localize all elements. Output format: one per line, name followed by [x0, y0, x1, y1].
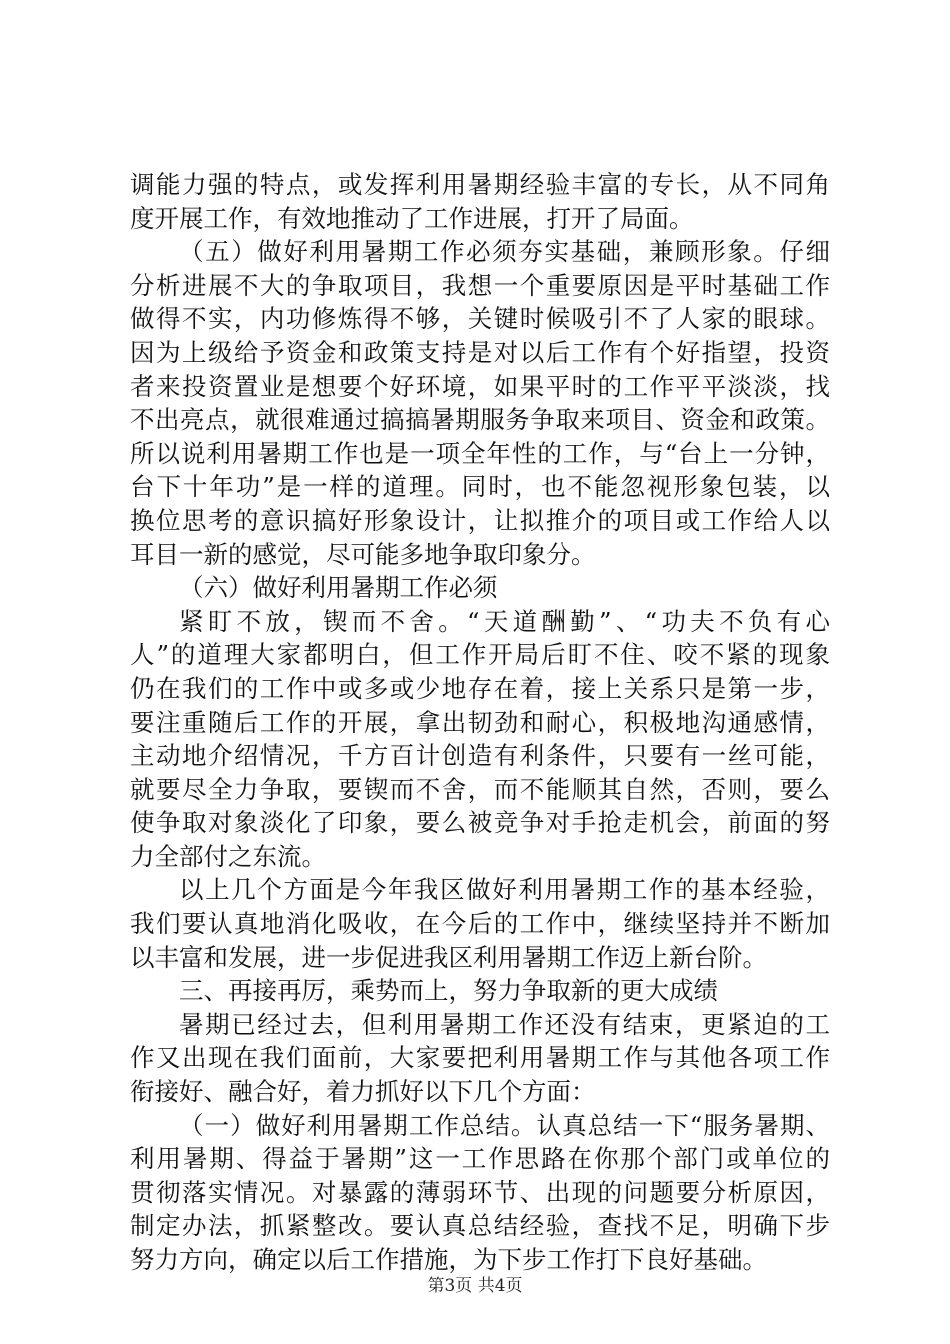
- text-line: 制定办法，抓紧整改。要认真总结经验，查找不足，明确下步: [130, 1211, 830, 1241]
- text-line: 贯彻落实情况。对暴露的薄弱环节、出现的问题要分析原因，: [130, 1177, 830, 1207]
- section-heading: （六）做好利用暑期工作必须: [179, 573, 498, 603]
- section-heading: 三、再接再厉，乘势而上，努力争取新的更大成绩: [179, 976, 718, 1006]
- text-line: 不出亮点，就很难通过搞搞暑期服务争取来项目、资金和政策。: [130, 405, 830, 435]
- text-line: 使争取对象淡化了印象，要么被竞争对手抢走机会，前面的努: [130, 808, 830, 838]
- text-line: （一）做好利用暑期工作总结。认真总结一下“服务暑期、: [179, 1110, 830, 1140]
- text-line: 以上几个方面是今年我区做好利用暑期工作的基本经验，: [179, 875, 830, 905]
- text-line: 台下十年功”是一样的道理。同时，也不能忽视形象包装，以: [130, 472, 830, 502]
- text-line: 暑期已经过去，但利用暑期工作还没有结束，更紧迫的工: [179, 1009, 830, 1039]
- page-footer: 第3页 共4页: [427, 1276, 523, 1296]
- text-line: 紧盯不放，锲而不舍。“天道酬勤”、“功夫不负有心: [179, 606, 830, 636]
- text-line: 利用暑期、得益于暑期”这一工作思路在你那个部门或单位的: [130, 1144, 830, 1174]
- text-line: 所以说利用暑期工作也是一项全年性的工作，与“台上一分钟，: [130, 438, 830, 468]
- text-line: 我们要认真地消化吸收，在今后的工作中，继续坚持并不断加: [130, 909, 830, 939]
- text-line: 努力方向，确定以后工作措施，为下步工作打下良好基础。: [130, 1245, 767, 1274]
- text-line: 就要尽全力争取，要锲而不舍，而不能顺其自然，否则，要么: [130, 774, 830, 804]
- text-line: 力全部付之东流。: [130, 841, 326, 871]
- text-line: 做得不实，内功修炼得不够，关键时候吸引不了人家的眼球。: [130, 304, 830, 334]
- text-line: 者来投资置业是想要个好环境，如果平时的工作平平淡淡，找: [130, 371, 830, 401]
- text-line: 作又出现在我们面前，大家要把利用暑期工作与其他各项工作: [130, 1043, 830, 1073]
- text-line: 换位思考的意识搞好形象设计，让拟推介的项目或工作给人以: [130, 505, 830, 535]
- text-line: 人”的道理大家都明白，但工作开局后盯不住、咬不紧的现象: [130, 640, 830, 670]
- text-line: 要注重随后工作的开展，拿出韧劲和耐心，积极地沟通感情，: [130, 707, 830, 737]
- text-line: 度开展工作，有效地推动了工作进展，打开了局面。: [130, 203, 694, 233]
- text-line: 衔接好、融合好，着力抓好以下几个方面：: [130, 1077, 596, 1107]
- text-line: 主动地介绍情况，千方百计创造有利条件，只要有一丝可能，: [130, 741, 830, 771]
- text-line: 分析进展不大的争取项目，我想一个重要原因是平时基础工作: [130, 270, 830, 300]
- body-text: [130, 168, 830, 1277]
- text-line: 以丰富和发展，进一步促进我区利用暑期工作迈上新台阶。: [130, 942, 767, 972]
- text-line: 调能力强的特点，或发挥利用暑期经验丰富的专长，从不同角: [130, 170, 830, 199]
- text-line: （五）做好利用暑期工作必须夯实基础，兼顾形象。仔细: [179, 237, 830, 267]
- text-line: 耳目一新的感觉，尽可能多地争取印象分。: [130, 539, 596, 569]
- text-line: 因为上级给予资金和政策支持是对以后工作有个好指望，投资: [130, 337, 830, 367]
- text-line: 仍在我们的工作中或多或少地存在着，接上关系只是第一步，: [130, 673, 830, 703]
